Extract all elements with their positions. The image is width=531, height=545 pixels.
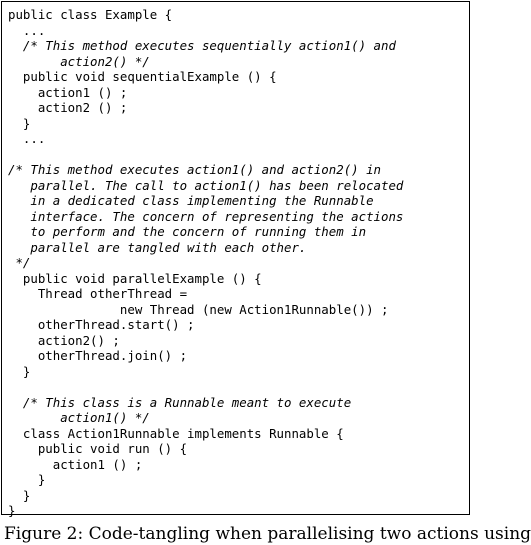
code-line: action1() */ [8, 410, 150, 425]
code-line: } [8, 487, 31, 503]
code-line: /* This method executes sequentially action1() and [8, 38, 396, 53]
code-line: parallel are tangled with each other. [8, 239, 307, 255]
code-line: public void sequentialExample () { [8, 69, 277, 84]
code-line: /* This class is a Runnable meant to execute [8, 394, 352, 410]
code-line: class Action1Runnable implements Runnable { [8, 425, 344, 441]
code-line: } [8, 472, 46, 487]
code-line: } [8, 503, 16, 518]
code-line: to perform and the concern of running them in [8, 224, 367, 239]
code-line: otherThread.join() ; [8, 348, 188, 363]
code-line: action2() ; [8, 332, 120, 348]
code-line: action1 () ; [8, 456, 143, 472]
code-line: ... [8, 131, 46, 146]
code-listing [1, 1, 470, 518]
code-line: parallel. The call to action1() has been relocated [8, 177, 404, 193]
code-line: action2() */ [8, 53, 150, 69]
figure-caption: Figure 2: Code-tangling when parallelising two actions using [4, 524, 531, 544]
code-line: public class Example { [8, 7, 173, 22]
code-line: Thread otherThread = [8, 286, 188, 301]
code-line: public void run () { [8, 441, 188, 456]
code-line: ... [8, 22, 46, 38]
code-line: otherThread.start() ; [8, 317, 195, 332]
code-line: interface. The concern of representing the actions [8, 208, 404, 224]
code-line: action1 () ; [8, 84, 128, 100]
code-line: } [8, 115, 31, 131]
code-line: */ [8, 255, 31, 270]
code-line: public void parallelExample () { [8, 270, 262, 286]
code-line: action2 () ; [8, 100, 128, 115]
code-line: new Thread (new Action1Runnable()) ; [8, 301, 389, 317]
code-line: in a dedicated class implementing the Runnable [8, 193, 374, 208]
code-line: } [8, 363, 31, 379]
code-line: /* This method executes action1() and action2() in [8, 162, 381, 177]
